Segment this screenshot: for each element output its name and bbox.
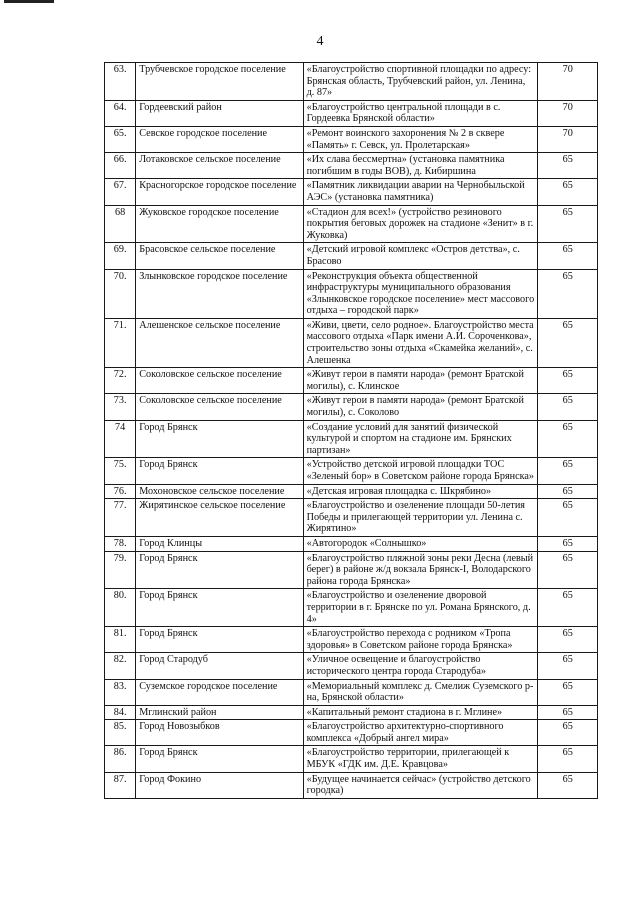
table-row — [105, 420, 598, 458]
table-row — [105, 627, 598, 653]
project-description-cell: «Автогородок «Солнышко» — [303, 536, 538, 551]
project-description-cell: «Живут герои в памяти народа» (ремонт Братской могилы), с. Клинское — [303, 368, 538, 394]
row-number-cell: 70. — [105, 269, 136, 318]
score-cell: 65 — [538, 679, 598, 705]
score-cell: 65 — [538, 243, 598, 269]
project-description-cell: «Живи, цвети, село родное». Благоустройство места массового отдыха «Парк имени А.И. Сороченкова», строительство зоны отдыха «Скамейка желаний», с. Алешенка — [303, 318, 538, 367]
score-cell: 70 — [538, 126, 598, 152]
project-description-cell: «Детская игровая площадка с. Шкрябино» — [303, 484, 538, 499]
row-number-cell: 63. — [105, 63, 136, 101]
project-description-cell: «Будущее начинается сейчас» (устройство детского городка) — [303, 772, 538, 798]
project-description-cell: «Детский игровой комплекс «Остров детства», с. Брасово — [303, 243, 538, 269]
row-number-cell: 67. — [105, 179, 136, 205]
scan-edge-mark — [4, 0, 54, 3]
municipality-cell: Город Брянск — [136, 420, 303, 458]
project-description-cell: «Живут герои в памяти народа» (ремонт Братской могилы), с. Соколово — [303, 394, 538, 420]
row-number-cell: 77. — [105, 499, 136, 537]
project-description-cell: «Стадион для всех!» (устройство резинового покрытия беговых дорожек на стадионе «Зенит» в г. Жуковка) — [303, 205, 538, 243]
table-row — [105, 205, 598, 243]
table-row — [105, 679, 598, 705]
score-cell: 65 — [538, 627, 598, 653]
project-description-cell: «Капитальный ремонт стадиона в г. Мглине» — [303, 705, 538, 720]
municipality-cell: Злынковское городское поселение — [136, 269, 303, 318]
row-number-cell: 64. — [105, 100, 136, 126]
row-number-cell: 80. — [105, 589, 136, 627]
project-description-cell: «Благоустройство и озеленение площади 50-летия Победы и прилегающей территории ул. Ленина с. Жирятино» — [303, 499, 538, 537]
score-cell: 70 — [538, 100, 598, 126]
score-cell: 65 — [538, 484, 598, 499]
municipality-cell: Трубчевское городское поселение — [136, 63, 303, 101]
score-cell: 65 — [538, 551, 598, 589]
municipality-cell: Город Фокино — [136, 772, 303, 798]
score-cell: 65 — [538, 653, 598, 679]
municipality-cell: Красногорское городское поселение — [136, 179, 303, 205]
table-row — [105, 368, 598, 394]
score-cell: 65 — [538, 269, 598, 318]
table-row — [105, 653, 598, 679]
project-description-cell: «Благоустройство перехода с родником «Тропа здоровья» в Советском районе города Брянска» — [303, 627, 538, 653]
row-number-cell: 74 — [105, 420, 136, 458]
municipality-cell: Город Клинцы — [136, 536, 303, 551]
municipality-cell: Мглинский район — [136, 705, 303, 720]
row-number-cell: 79. — [105, 551, 136, 589]
municipality-cell: Суземское городское поселение — [136, 679, 303, 705]
projects-table — [104, 62, 598, 799]
table-row — [105, 536, 598, 551]
score-cell: 65 — [538, 772, 598, 798]
project-description-cell: «Благоустройство центральной площади в с. Гордеевка Брянской области» — [303, 100, 538, 126]
table-row — [105, 269, 598, 318]
row-number-cell: 68 — [105, 205, 136, 243]
municipality-cell: Брасовское сельское поселение — [136, 243, 303, 269]
score-cell: 65 — [538, 153, 598, 179]
table-row — [105, 100, 598, 126]
score-cell: 65 — [538, 179, 598, 205]
table-row — [105, 705, 598, 720]
project-description-cell: «Ремонт воинского захоронения № 2 в сквере «Память» г. Севск, ул. Пролетарская» — [303, 126, 538, 152]
table-row — [105, 720, 598, 746]
project-description-cell: «Благоустройство архитектурно-спортивного комплекса «Добрый ангел мира» — [303, 720, 538, 746]
row-number-cell: 71. — [105, 318, 136, 367]
row-number-cell: 75. — [105, 458, 136, 484]
municipality-cell: Город Брянск — [136, 551, 303, 589]
project-description-cell: «Благоустройство пляжной зоны реки Десна (левый берег) в районе ж/д вокзала Брянск-I, Володарского района города Брянска» — [303, 551, 538, 589]
score-cell: 65 — [538, 318, 598, 367]
project-description-cell: «Памятник ликвидации аварии на Чернобыльской АЭС» (установка памятника) — [303, 179, 538, 205]
table-row — [105, 153, 598, 179]
table-row — [105, 484, 598, 499]
table-body — [105, 63, 598, 799]
row-number-cell: 86. — [105, 746, 136, 772]
table-row — [105, 243, 598, 269]
table-row — [105, 551, 598, 589]
score-cell: 65 — [538, 536, 598, 551]
row-number-cell: 73. — [105, 394, 136, 420]
score-cell: 65 — [538, 394, 598, 420]
municipality-cell: Город Стародуб — [136, 653, 303, 679]
municipality-cell: Город Брянск — [136, 458, 303, 484]
project-description-cell: «Благоустройство спортивной площадки по адресу: Брянская область, Трубчевский район, ул. Ленина, д. 87» — [303, 63, 538, 101]
municipality-cell: Соколовское сельское поселение — [136, 368, 303, 394]
score-cell: 65 — [538, 205, 598, 243]
table-row — [105, 126, 598, 152]
project-description-cell: «Их слава бессмертна» (установка памятника погибшим в годы ВОВ), д. Кибиршина — [303, 153, 538, 179]
page-number: 4 — [316, 34, 324, 49]
project-description-cell: «Реконструкция объекта общественной инфраструктуры муниципального образования «Злынковское городское поселение» мест массового отдыха – городской парк» — [303, 269, 538, 318]
table-row — [105, 318, 598, 367]
project-description-cell: «Благоустройство территории, прилегающей к МБУК «ГДК им. Д.Е. Кравцова» — [303, 746, 538, 772]
municipality-cell: Город Брянск — [136, 746, 303, 772]
table-row — [105, 458, 598, 484]
score-cell: 65 — [538, 368, 598, 394]
municipality-cell: Жуковское городское поселение — [136, 205, 303, 243]
municipality-cell: Жирятинское сельское поселение — [136, 499, 303, 537]
score-cell: 65 — [538, 499, 598, 537]
row-number-cell: 82. — [105, 653, 136, 679]
row-number-cell: 69. — [105, 243, 136, 269]
table-row — [105, 179, 598, 205]
table-row — [105, 746, 598, 772]
municipality-cell: Севское городское поселение — [136, 126, 303, 152]
table-row — [105, 589, 598, 627]
table-row — [105, 63, 598, 101]
score-cell: 65 — [538, 458, 598, 484]
row-number-cell: 87. — [105, 772, 136, 798]
row-number-cell: 83. — [105, 679, 136, 705]
score-cell: 65 — [538, 705, 598, 720]
row-number-cell: 85. — [105, 720, 136, 746]
municipality-cell: Лотаковское сельское поселение — [136, 153, 303, 179]
row-number-cell: 76. — [105, 484, 136, 499]
municipality-cell: Гордеевский район — [136, 100, 303, 126]
table-row — [105, 499, 598, 537]
municipality-cell: Город Новозыбков — [136, 720, 303, 746]
table-row — [105, 394, 598, 420]
row-number-cell: 66. — [105, 153, 136, 179]
score-cell: 70 — [538, 63, 598, 101]
row-number-cell: 72. — [105, 368, 136, 394]
score-cell: 65 — [538, 720, 598, 746]
project-description-cell: «Создание условий для занятий физической культурой и спортом на стадионе им. Брянских партизан» — [303, 420, 538, 458]
project-description-cell: «Уличное освещение и благоустройство исторического центра города Стародуба» — [303, 653, 538, 679]
project-description-cell: «Мемориальный комплекс д. Смелиж Суземского р-на, Брянской области» — [303, 679, 538, 705]
row-number-cell: 84. — [105, 705, 136, 720]
score-cell: 65 — [538, 746, 598, 772]
row-number-cell: 65. — [105, 126, 136, 152]
municipality-cell: Мохоновское сельское поселение — [136, 484, 303, 499]
municipality-cell: Город Брянск — [136, 589, 303, 627]
project-description-cell: «Устройство детской игровой площадки ТОС «Зеленый бор» в Советском районе города Брянска» — [303, 458, 538, 484]
table-row — [105, 772, 598, 798]
municipality-cell: Город Брянск — [136, 627, 303, 653]
municipality-cell: Соколовское сельское поселение — [136, 394, 303, 420]
score-cell: 65 — [538, 589, 598, 627]
project-description-cell: «Благоустройство и озеленение дворовой территории в г. Брянске по ул. Романа Брянского, д. 4» — [303, 589, 538, 627]
score-cell: 65 — [538, 420, 598, 458]
row-number-cell: 81. — [105, 627, 136, 653]
municipality-cell: Алешенское сельское поселение — [136, 318, 303, 367]
row-number-cell: 78. — [105, 536, 136, 551]
